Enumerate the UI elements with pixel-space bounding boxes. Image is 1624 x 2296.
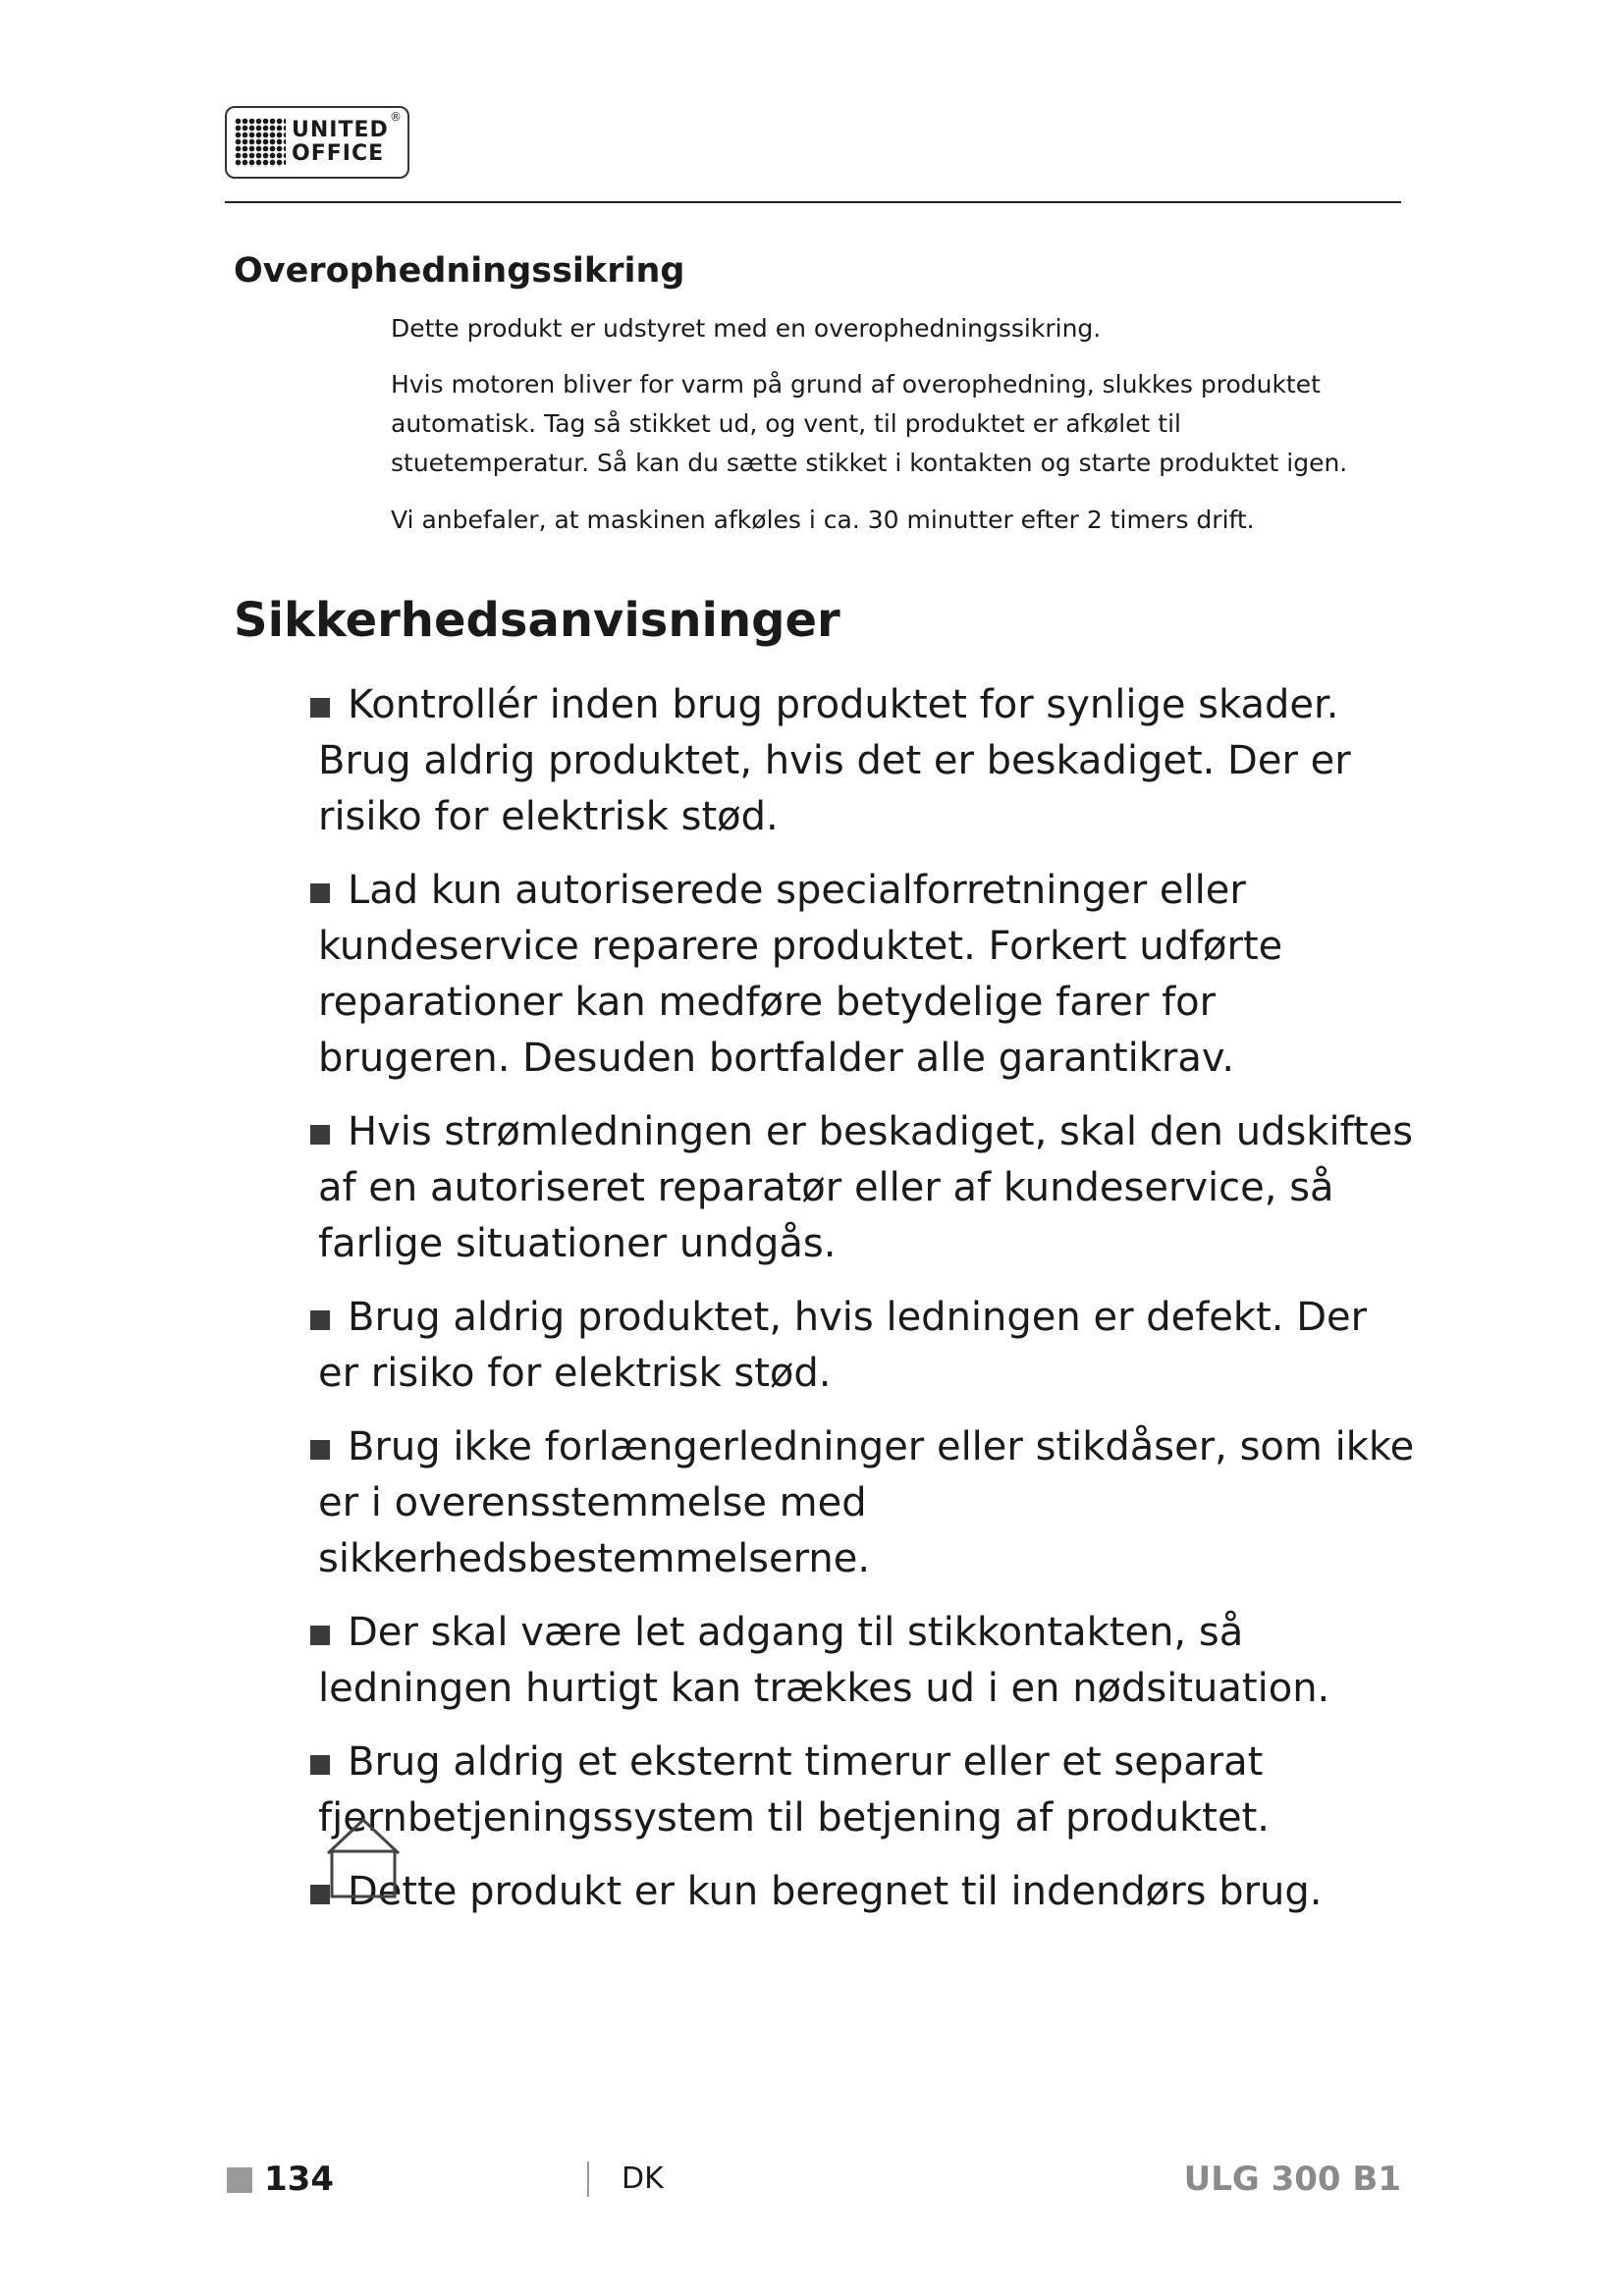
logo-dot-matrix-icon bbox=[235, 118, 286, 167]
united-office-logo-icon bbox=[225, 106, 409, 179]
page-number: 134 bbox=[264, 2160, 334, 2199]
overheat-paragraph-2: Hvis motoren bliver for varm på grund af overophedning, slukkes produktet automatisk. Tag så stikket ud, og vent, til produktet er afkølet til stuetemperatur. Så kan du sætte stikket i kontakten og starte produktet igen. bbox=[391, 370, 1348, 477]
header-rule bbox=[225, 201, 1401, 203]
square-bullet-icon bbox=[310, 1125, 330, 1145]
square-bullet-icon bbox=[310, 698, 330, 718]
safety-item-text: Brug aldrig produktet, hvis ledningen er defekt. Der er risiko for elektrisk stød. bbox=[318, 1295, 1368, 1396]
square-bullet-icon bbox=[310, 1626, 330, 1645]
safety-item-4 bbox=[308, 1290, 1418, 1402]
safety-item-text: Dette produkt er kun beregnet til indendørs brug. bbox=[348, 1869, 1323, 1914]
logo-line1: UNITED bbox=[292, 118, 389, 142]
safety-item-text: Brug aldrig et eksternt timerur eller et separat fjernbetjeningssystem til betjening af produktet. bbox=[318, 1739, 1270, 1841]
overheat-paragraph-3: Vi anbefaler, at maskinen afkøles i ca. 30 minutter efter 2 timers drift. bbox=[391, 506, 1255, 534]
square-bullet-icon bbox=[310, 1755, 330, 1775]
safety-item-text: Der skal være let adgang til stikkontakten, så ledningen hurtigt kan trækkes ud i en nødsituation. bbox=[318, 1610, 1330, 1711]
safety-heading: Sikkerhedsanvisninger bbox=[234, 593, 840, 648]
language-code: DK bbox=[622, 2162, 664, 2196]
footer-square-icon bbox=[227, 2167, 252, 2193]
safety-item-1 bbox=[308, 677, 1418, 845]
house-icon bbox=[324, 1814, 403, 1900]
safety-item-2 bbox=[308, 863, 1418, 1087]
overheat-paragraph-1: Dette produkt er udstyret med en overophedningssikring. bbox=[391, 314, 1102, 343]
safety-item-text: Lad kun autoriserede specialforretninger eller kundeservice reparere produktet. Forkert udførte reparationer kan medføre betydelige farer for brugeren. Desuden bortfalder alle garantikrav. bbox=[318, 868, 1283, 1081]
overheat-heading: Overophedningssikring bbox=[234, 251, 685, 291]
footer-separator bbox=[587, 2162, 589, 2197]
logo-registered-mark: ® bbox=[390, 110, 402, 124]
safety-item-7 bbox=[308, 1735, 1418, 1846]
safety-list bbox=[308, 677, 1418, 1938]
safety-item-5 bbox=[308, 1419, 1418, 1587]
safety-item-text: Hvis strømledningen er beskadiget, skal den udskiftes af en autoriseret reparatør eller af kundeservice, så farlige situationer undgås. bbox=[318, 1109, 1414, 1266]
safety-item-8 bbox=[308, 1864, 1418, 1920]
model-number: ULG 300 B1 bbox=[1183, 2160, 1401, 2199]
square-bullet-icon bbox=[310, 1440, 330, 1460]
page-footer bbox=[227, 2160, 1401, 2209]
safety-item-text: Brug ikke forlængerledninger eller stikdåser, som ikke er i overensstemmelse med sikkerhedsbestemmelserne. bbox=[318, 1424, 1415, 1581]
safety-item-text: Kontrollér inden brug produktet for synlige skader. Brug aldrig produktet, hvis det er beskadiget. Der er risiko for elektrisk stød. bbox=[318, 682, 1351, 839]
logo-line2: OFFICE bbox=[292, 141, 385, 166]
square-bullet-icon bbox=[310, 1310, 330, 1330]
safety-item-6 bbox=[308, 1605, 1418, 1717]
square-bullet-icon bbox=[310, 883, 330, 903]
safety-item-3 bbox=[308, 1104, 1418, 1272]
